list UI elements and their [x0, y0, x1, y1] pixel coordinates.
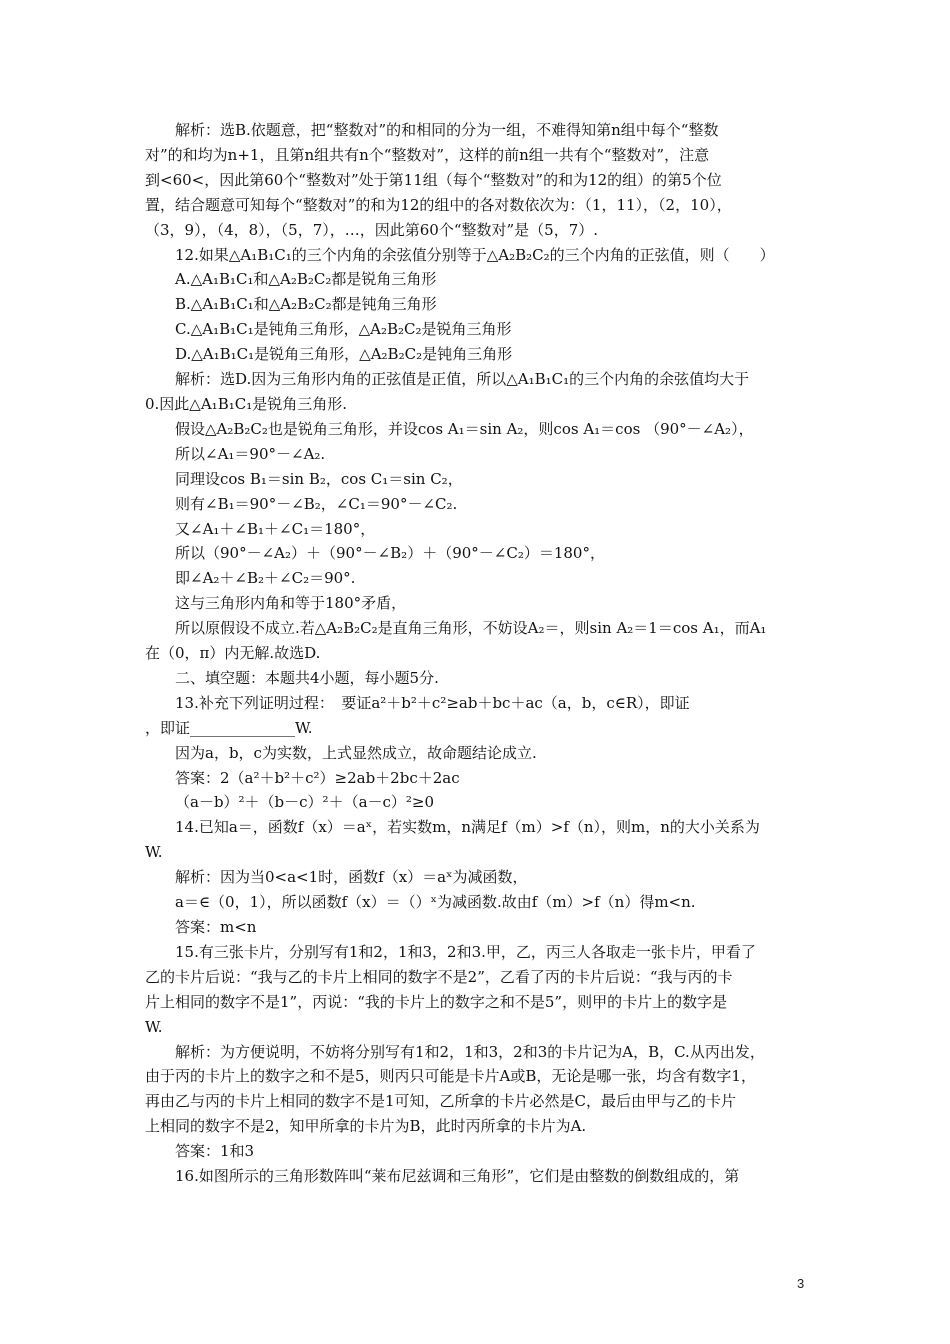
- text-line: 16.如图所示的三角形数阵叫“莱布尼兹调和三角形”，它们是由整数的倒数组成的，第: [175, 1167, 740, 1186]
- text-line: 到<60<，因此第60个“整数对”处于第11组（每个“整数对”的和为12的组）的第5个位: [145, 170, 722, 189]
- text-line: 所以∠A₁＝90°－∠A₂.: [175, 444, 326, 463]
- text-line: 上相同的数字不是2，知甲所拿的卡片为B，此时丙所拿的卡片为A.: [145, 1117, 587, 1136]
- text-line: 假设△A₂B₂C₂也是锐角三角形，并设cos A₁＝sin A₂，则cos A₁＝cos （90°－∠A₂），: [175, 419, 754, 438]
- text-line: 所以（90°－∠A₂）＋（90°－∠B₂）＋（90°－∠C₂）＝180°，: [175, 544, 605, 563]
- text-line: 所以原假设不成立.若△A₂B₂C₂是直角三角形，不妨设A₂＝，则sin A₂＝1＝cos A₁，而A₁: [175, 619, 767, 638]
- text-line: 12.如果△A₁B₁C₁的三个内角的余弦值分别等于△A₂B₂C₂的三个内角的正弦值，则（ ）: [175, 245, 775, 264]
- text-line: （a－b）²＋（b－c）²＋（a－c）²≥0: [175, 793, 435, 812]
- text-line: 再由乙与丙的卡片上相同的数字不是1可知，乙所拿的卡片必然是C，最后由甲与乙的卡片: [145, 1092, 737, 1111]
- text-line: W.: [145, 1017, 163, 1036]
- text-line: 因为a，b，c为实数，上式显然成立，故命题结论成立.: [175, 743, 537, 762]
- text-line: 答案：1和3: [175, 1142, 255, 1161]
- text-line: D.△A₁B₁C₁是锐角三角形，△A₂B₂C₂是钝角三角形: [175, 345, 513, 364]
- text-line: 即∠A₂＋∠B₂＋∠C₂＝90°.: [175, 569, 356, 588]
- text-line: 这与三角形内角和等于180°矛盾，: [175, 594, 407, 613]
- text-line: A.△A₁B₁C₁和△A₂B₂C₂都是锐角三角形: [175, 270, 437, 289]
- text-line: 置，结合题意可知每个“整数对”的和为12的组中的各对数依次为：（1，11），（2，10），: [145, 195, 732, 214]
- text-line: 在（0，π）内无解.故选D.: [145, 644, 321, 663]
- text-line: a＝∈（0，1），所以函数f（x）＝（）ˣ为减函数.故由f（m）>f（n）得m<n.: [175, 893, 696, 912]
- text-line: 14.已知a＝，函数f（x）＝aˣ，若实数m，n满足f（m）>f（n），则m，n的大小关系为: [175, 818, 760, 837]
- text-line: 二、填空题：本题共4小题，每小题5分.: [175, 668, 439, 687]
- text-line: B.△A₁B₁C₁和△A₂B₂C₂都是钝角三角形: [175, 295, 437, 314]
- text-line: 则有∠B₁＝90°－∠B₂，∠C₁＝90°－∠C₂.: [175, 494, 458, 513]
- text-line: 13.补充下列证明过程： 要证a²＋b²＋c²≥ab＋bc＋ac（a，b，c∈R），即证: [175, 693, 690, 712]
- text-line: 15.有三张卡片，分别写有1和2，1和3，2和3.甲，乙，丙三人各取走一张卡片，甲看了: [175, 942, 756, 961]
- text-line: ，即证______________W.: [145, 718, 313, 737]
- text-line: 同理设cos B₁＝sin B₂，cos C₁＝sin C₂，: [175, 469, 463, 488]
- text-line: 对”的和均为n+1，且第n组共有n个“整数对”，这样的前n组一共有个“整数对”，注意: [145, 145, 710, 164]
- text-line: 解析：选B.依题意，把“整数对”的和相同的分为一组，不难得知第n组中每个“整数: [175, 121, 719, 139]
- text-line: 0.因此△A₁B₁C₁是锐角三角形.: [145, 394, 347, 413]
- text-line: 解析：选D.因为三角形内角的正弦值是正值，所以△A₁B₁C₁的三个内角的余弦值均大于: [175, 370, 750, 389]
- document-page: [145, 118, 810, 1189]
- text-line: 解析：因为当0<a<1时，函数f（x）＝aˣ为减函数，: [175, 868, 528, 887]
- text-line: 片上相同的数字不是1”，丙说：“我的卡片上的数字之和不是5”，则甲的卡片上的数字是: [145, 992, 728, 1011]
- page-number: 3: [797, 1276, 805, 1291]
- text-line: 由于丙的卡片上的数字之和不是5，则丙只可能是卡片A或B，无论是哪一张，均含有数字1，: [145, 1067, 756, 1086]
- text-line: 又∠A₁＋∠B₁＋∠C₁＝180°，: [175, 519, 376, 538]
- text-line: 乙的卡片后说：“我与乙的卡片上相同的数字不是2”，乙看了丙的卡片后说：“我与丙的卡: [145, 967, 733, 986]
- text-line: W.: [145, 843, 163, 862]
- text-line: 答案：2（a²＋b²＋c²）≥2ab＋2bc＋2ac: [175, 768, 460, 787]
- text-line: 答案：m<n: [175, 918, 257, 936]
- text-line: 解析：为方便说明，不妨将分别写有1和2，1和3，2和3的卡片记为A，B，C.从丙出发，: [175, 1042, 765, 1061]
- text-line: C.△A₁B₁C₁是钝角三角形，△A₂B₂C₂是锐角三角形: [175, 320, 512, 339]
- text-line: （3，9），（4，8），（5，7），…，因此第60个“整数对”是（5，7）.: [145, 220, 599, 239]
